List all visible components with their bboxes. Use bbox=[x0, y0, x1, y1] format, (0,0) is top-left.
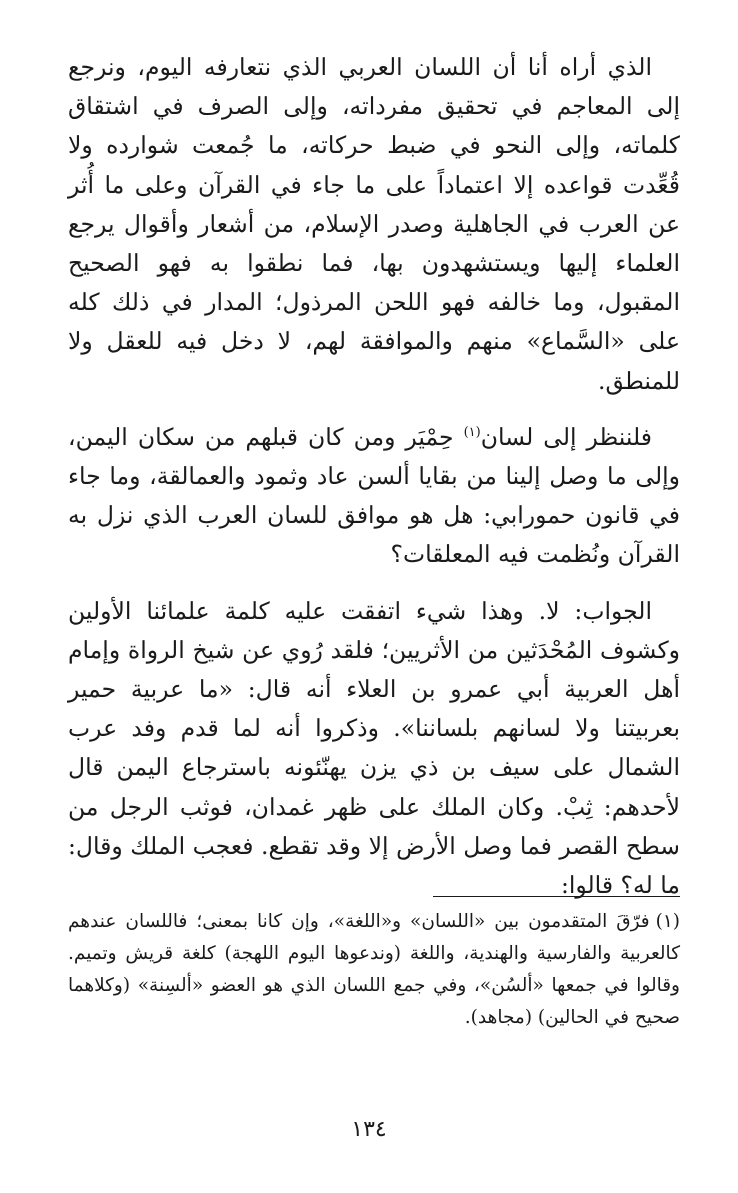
paragraph-1: الذي أراه أنا أن اللسان العربي الذي نتعارفه اليوم، ونرجع إلى المعاجم في تحقيق مفرداته، وإلى الصرف في اشتقاق كلماته، وإلى النحو في ضبط حركاته، ما جُمعت شوارده ولا قُعِّدت قواعده إلا اعتماداً على ما جاء في القرآن وعلى ما أُثر عن العرب في الجاهلية وصدر الإسلام، من أشعار وأقوال يرجع العلماء إليها ويستشهدون بها، فما نطقوا به فهو الصحيح المقبول، وما خالفه فهو اللحن المرذول؛ المدار في ذلك كله على «السَّماع» منهم والموافقة لهم، لا دخل فيه للعقل ولا للمنطق. bbox=[68, 53, 680, 395]
main-text bbox=[68, 48, 680, 922]
footnote bbox=[68, 906, 680, 1034]
paragraph-2-start: فلننظر إلى لسان bbox=[480, 422, 652, 451]
paragraph-2 bbox=[68, 418, 680, 575]
paragraph-2-rest: حِمْيَر ومن كان قبلهم من سكان اليمن، وإلى ما وصل إلينا من بقايا ألسن عاد وثمود والعمالقة، وما جاء في قانون حمورابي: هل هو موافق للسان العرب الذي نزل به القرآن ونُظمت فيه المعلقات؟ bbox=[68, 422, 680, 569]
page-number: ١٣٤ bbox=[351, 1117, 387, 1142]
footnote-text: فرّقَ المتقدمون بين «اللسان» و«اللغة»، وإن كانا بمعنى؛ فاللسان عندهم كالعربية والفارسية والهندية، واللغة (وندعوها اليوم اللهجة) كلغة قريش وتميم. وقالوا في جمعها «ألسُن»، وفي جمع اللسان الذي هو العضو «ألسِنة» (وكلاهما صحيح في الحالين) (مجاهد). bbox=[68, 911, 680, 1028]
footnote-reference: (١) bbox=[463, 425, 481, 440]
paragraph-3: الجواب: لا. وهذا شيء اتفقت عليه كلمة علمائنا الأولين وكشوف المُحْدَثين من الأثريين؛ فلقد رُوي عن شيخ الرواة وإمام أهل العربية أبي عمرو بن العلاء أنه قال: «ما عربية حمير بعربيتنا ولا لسانهم بلساننا». وذكروا أنه لما قدم وفد عرب الشمال على سيف بن ذي يزن يهنّئونه باسترجاع اليمن قال لأحدهم: ثِبْ. وكان الملك على ظهر غمدان، فوثب الرجل من سطح القصر فما وصل الأرض إلا وقد تقطع. فعجب الملك وقال: ما له؟ قالوا: bbox=[68, 596, 680, 900]
footnote-divider bbox=[433, 896, 680, 897]
footnote-marker: (١) bbox=[655, 911, 680, 932]
